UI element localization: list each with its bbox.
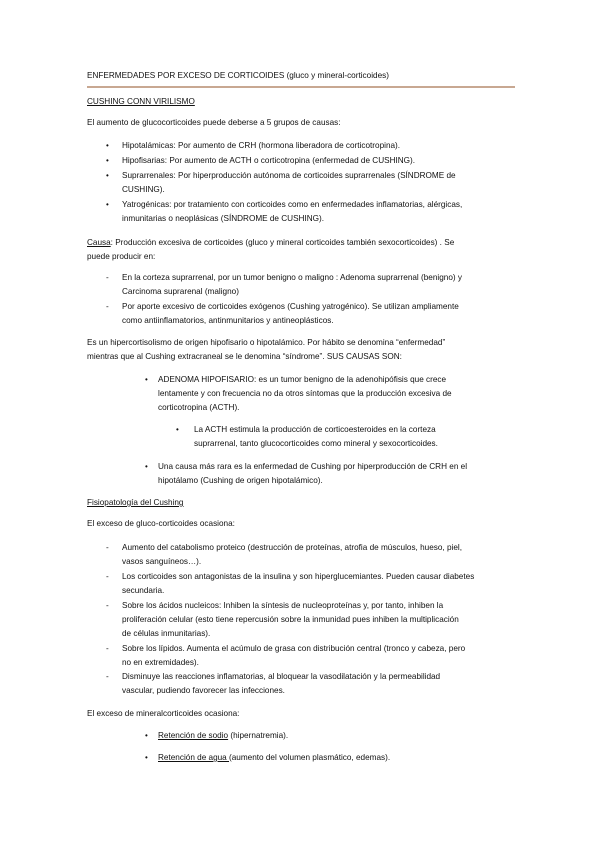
cause-item: Yatrogénicas: por tratamiento con corticoides como en enfermedades inflamatorias, alérgicas, bbox=[122, 200, 463, 209]
bullet-dot: • bbox=[106, 141, 109, 150]
adenoma-line: ADENOMA HIPOFISARIO: es un tumor benigno de la adenohipófisis que crece bbox=[158, 375, 447, 384]
bullet-dot: • bbox=[145, 462, 148, 471]
fisio-item: Aumento del catabolismo proteico (destrucción de proteínas, atrofia de músculos, hueso, piel, bbox=[122, 543, 462, 552]
fisio-item: Disminuye las reacciones inflamatorias, al bloquear la vasodilatación y la permeabilidad bbox=[122, 672, 441, 681]
document-title: ENFERMEDADES POR EXCESO DE CORTICOIDES (gluco y mineral-corticoides) bbox=[87, 71, 389, 80]
section-heading-cushing: CUSHING CONN VIRILISMO bbox=[87, 97, 195, 106]
causa-line-cont: puede producir en: bbox=[87, 252, 156, 261]
causa-line bbox=[87, 238, 454, 248]
cause-item: Hipofisarias: Por aumento de ACTH o corticotropina (enfermedad de CUSHING). bbox=[122, 156, 416, 165]
mineral-item bbox=[158, 731, 288, 741]
mineral-item bbox=[158, 753, 390, 763]
causa-text: : Producción excesiva de corticoides (gluco y mineral corticoides también sexocorticoides) . Se bbox=[110, 238, 455, 247]
bullet-dot: • bbox=[106, 171, 109, 180]
dash-marker: - bbox=[106, 543, 109, 552]
dash-item-cont: Carcinoma suprarenal (maligno) bbox=[122, 287, 239, 296]
fisio-item: Los corticoides son antagonistas de la insulina y son hiperglucemiantes. Pueden causar diabetes bbox=[122, 572, 475, 581]
acth-line: suprarrenal, tanto glucocorticoides como mineral y sexocorticoides. bbox=[194, 439, 438, 448]
dash-marker: - bbox=[106, 672, 109, 681]
bullet-dot: • bbox=[145, 731, 148, 740]
dash-marker: - bbox=[106, 273, 109, 282]
bullet-dot: • bbox=[176, 425, 179, 434]
fisio-item-cont: no en extremidades). bbox=[122, 658, 199, 667]
dash-marker: - bbox=[106, 302, 109, 311]
bullet-dot: • bbox=[106, 200, 109, 209]
mineral-item-text: (aumento del volumen plasmático, edemas). bbox=[229, 753, 391, 762]
dash-marker: - bbox=[106, 601, 109, 610]
cause-item: Suprarrenales: Por hiperproducción autónoma de corticoides suprarrenales (SÍNDROME de bbox=[122, 171, 456, 180]
dash-item: Por aporte excesivo de corticoides exógenos (Cushing yatrogénico). Se utilizan ampliamente bbox=[122, 302, 459, 311]
cause-item-cont: inmunitarias o neoplásicas (SÍNDROME de CUSHING). bbox=[122, 214, 325, 223]
causa-label: Causa bbox=[87, 238, 111, 247]
fisio-item-cont: proliferación celular (esto tiene repercusión sobre la inmunidad pues inhiben la multiplicación bbox=[122, 615, 459, 624]
title-rule bbox=[87, 86, 515, 88]
section-intro: El aumento de glucocorticoides puede deberse a 5 grupos de causas: bbox=[87, 118, 341, 127]
mineral-intro: El exceso de mineralcorticoides ocasiona: bbox=[87, 709, 240, 718]
mineral-item-label: Retención de agua bbox=[158, 753, 230, 762]
cause-item-cont: CUSHING). bbox=[122, 185, 165, 194]
adenoma-line: lentamente y con frecuencia no da otros síntomas que la producción excesiva de bbox=[158, 389, 452, 398]
paragraph-line: mientras que al Cushing extracraneal se le denomina “síndrome”. SUS CAUSAS SON: bbox=[87, 352, 402, 361]
cause-item: Hipotalámicas: Por aumento de CRH (hormona liberadora de corticotropina). bbox=[122, 141, 401, 150]
acth-line: La ACTH estimula la producción de corticoesteroides en la corteza bbox=[194, 425, 436, 434]
dash-item-cont: como antiinflamatorios, antinmunitarios y antineoplásticos. bbox=[122, 316, 334, 325]
dash-item: En la corteza suprarrenal, por un tumor benigno o maligno : Adenoma suprarrenal (benigno) y bbox=[122, 273, 462, 282]
dash-marker: - bbox=[106, 572, 109, 581]
crh-line: hipotálamo (Cushing de origen hipotalámico). bbox=[158, 476, 323, 485]
fisio-item-cont: vascular, pudiendo favorecer las infecciones. bbox=[122, 686, 285, 695]
fisio-item-cont: vasos sanguíneos…). bbox=[122, 557, 202, 566]
dash-marker: - bbox=[106, 644, 109, 653]
fisio-item-cont: secundaria. bbox=[122, 586, 165, 595]
fisio-item: Sobre los ácidos nucleicos: Inhiben la síntesis de nucleoproteínas y, por tanto, inhiben la bbox=[122, 601, 444, 610]
bullet-dot: • bbox=[145, 753, 148, 762]
adenoma-line: corticotropina (ACTH). bbox=[158, 403, 240, 412]
fisio-item: Sobre los lípidos. Aumenta el acúmulo de grasa con distribución central (tronco y cabeza, pero bbox=[122, 644, 466, 653]
bullet-dot: • bbox=[106, 156, 109, 165]
mineral-item-label: Retención de sodio bbox=[158, 731, 229, 740]
fisio-item-cont: de células inmunitarias). bbox=[122, 629, 211, 638]
mineral-item-text: (hipernatremia). bbox=[228, 731, 289, 740]
section-heading-fisiopatologia: Fisiopatología del Cushing bbox=[87, 498, 184, 507]
bullet-dot: • bbox=[145, 375, 148, 384]
paragraph-line: Es un hipercortisolismo de origen hipofisario o hipotalámico. Por hábito se denomina “enfermedad” bbox=[87, 338, 446, 347]
crh-line: Una causa más rara es la enfermedad de Cushing por hiperproducción de CRH en el bbox=[158, 462, 468, 471]
section-intro: El exceso de gluco-corticoides ocasiona: bbox=[87, 519, 235, 528]
